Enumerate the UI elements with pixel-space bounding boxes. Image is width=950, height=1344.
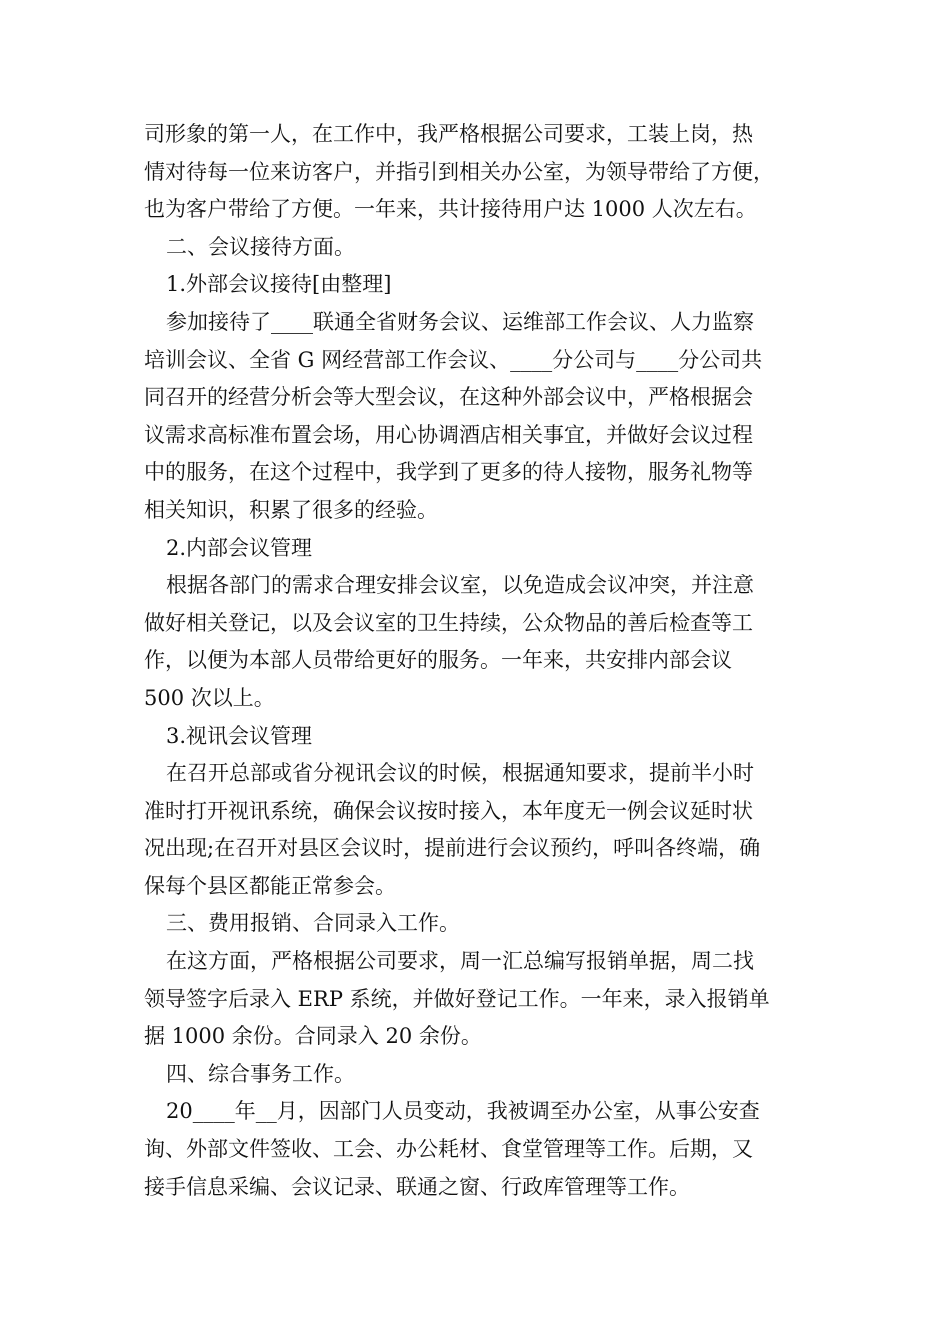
text-line: 询、外部文件签收、工会、办公耗材、食堂管理等工作。后期，又	[144, 1137, 753, 1162]
subheading-external-meetings	[144, 266, 820, 304]
text-line: 500 次以上。	[144, 685, 275, 710]
section-heading-general-affairs	[144, 1056, 820, 1094]
heading-line: 三、费用报销、合同录入工作。	[166, 911, 460, 936]
subheading-video-meetings	[144, 718, 820, 756]
heading-line: 2.内部会议管理	[166, 535, 313, 560]
paragraph-general-affairs	[144, 1093, 820, 1206]
text-line: 中的服务，在这个过程中，我学到了更多的待人接物，服务礼物等	[144, 460, 753, 485]
text-line: 情对待每一位来访客户，并指引到相关办公室，为领导带给了方便，	[144, 159, 774, 184]
text-line: 况出现;在召开对县区会议时，提前进行会议预约，呼叫各终端，确	[144, 836, 761, 861]
text-line: 也为客户带给了方便。一年来，共计接待用户达 1000 人次左右。	[144, 197, 757, 222]
text-line: 议需求高标准布置会场，用心协调酒店相关事宜，并做好会议过程	[144, 422, 753, 447]
section-heading-meetings	[144, 229, 820, 267]
text-line: 准时打开视讯系统，确保会议按时接入，本年度无一例会议延时状	[144, 798, 753, 823]
text-line: 同召开的经营分析会等大型会议，在这种外部会议中，严格根据会	[144, 385, 753, 410]
text-line: 保每个县区都能正常参会。	[144, 873, 396, 898]
text-line: 据 1000 余份。合同录入 20 余份。	[144, 1024, 482, 1049]
text-line: 培训会议、全省 G 网经营部工作会议、____分公司与____分公司共	[144, 347, 763, 372]
paragraph-video-meetings	[144, 755, 820, 905]
heading-line: 1.外部会议接待[由整理]	[166, 272, 392, 297]
text-line: 作，以便为本部人员带给更好的服务。一年来，共安排内部会议	[144, 648, 732, 673]
heading-line: 二、会议接待方面。	[166, 234, 355, 259]
heading-line: 3.视讯会议管理	[166, 723, 313, 748]
text-line: 相关知识，积累了很多的经验。	[144, 497, 438, 522]
document-page	[144, 116, 820, 1206]
text-line: 根据各部门的需求合理安排会议室，以免造成会议冲突，并注意	[166, 573, 754, 598]
paragraph-reception	[144, 116, 820, 229]
text-line: 在召开总部或省分视讯会议的时候，根据通知要求，提前半小时	[166, 761, 754, 786]
paragraph-expenses	[144, 943, 820, 1056]
text-line: 参加接待了____联通全省财务会议、运维部工作会议、人力监察	[166, 309, 754, 334]
text-line: 在这方面，严格根据公司要求，周一汇总编写报销单据，周二找	[166, 949, 754, 974]
subheading-internal-meetings	[144, 530, 820, 568]
text-line: 司形象的第一人，在工作中，我严格根据公司要求，工装上岗，热	[144, 122, 753, 146]
text-line: 20____年__月，因部门人员变动，我被调至办公室，从事公安查	[166, 1099, 760, 1124]
paragraph-internal-meetings	[144, 567, 820, 717]
text-line: 做好相关登记，以及会议室的卫生持续，公众物品的善后检查等工	[144, 610, 753, 635]
text-line: 领导签字后录入 ERP 系统，并做好登记工作。一年来，录入报销单	[144, 986, 770, 1011]
section-heading-expenses	[144, 905, 820, 943]
paragraph-external-meetings	[144, 304, 820, 530]
text-line: 接手信息采编、会议记录、联通之窗、行政库管理等工作。	[144, 1174, 690, 1199]
heading-line: 四、综合事务工作。	[166, 1061, 355, 1086]
